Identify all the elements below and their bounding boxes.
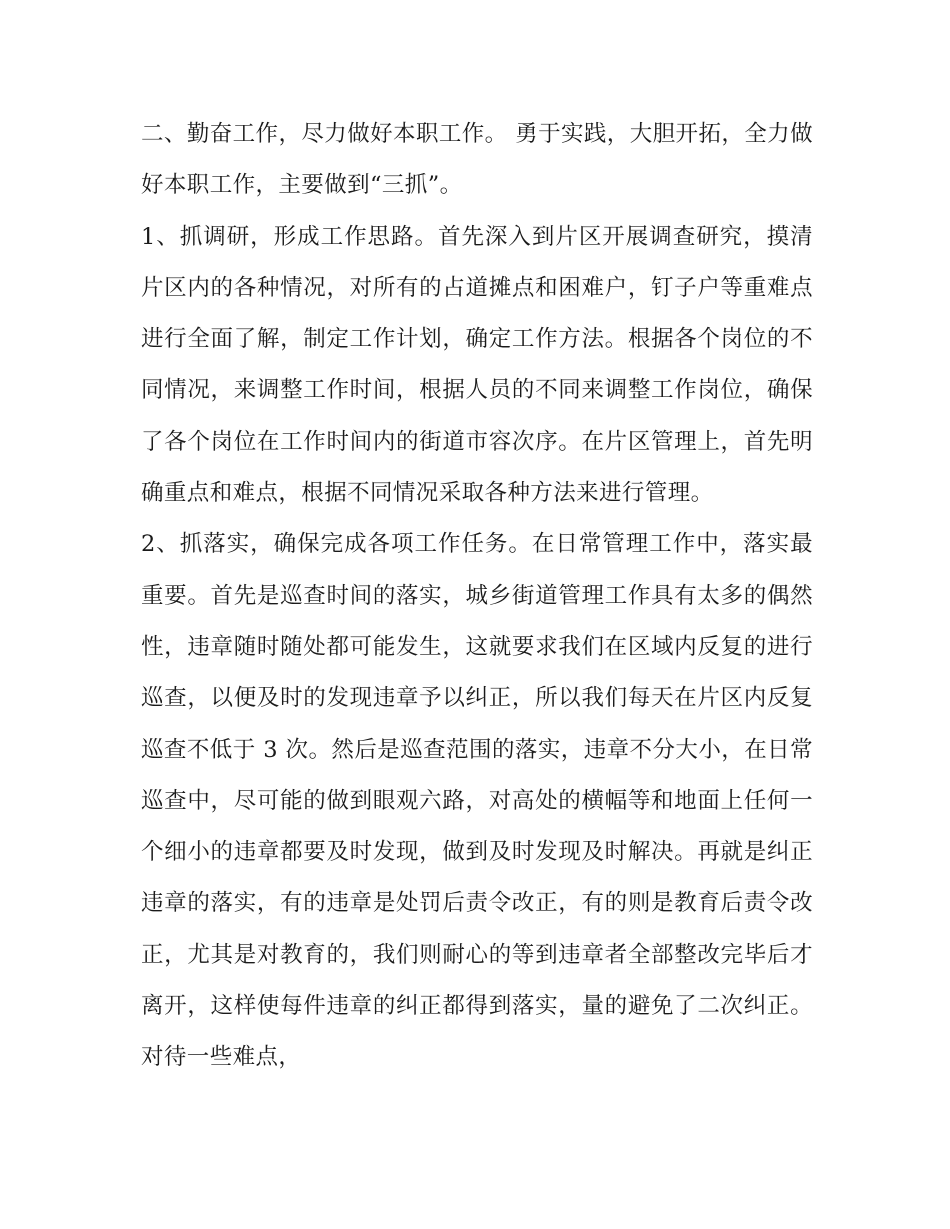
point-one-paragraph: 1、抓调研，形成工作思路。首先深入到片区开展调查研究，摸清片区内的各种情况，对所有的占道摊点和困难户，钉子户等重难点进行全面了解，制定工作计划，确定工作方法。根据各个岗位的不同情况，来调整工作时间，根据人员的不同来调整工作岗位，确保了各个岗位在工作时间内的街道市容次序。在片区管理上，首先明确重点和难点，根据不同情况采取各种方法来进行管理。: [141, 223, 813, 507]
point-two-paragraph: 2、抓落实，确保完成各项工作任务。在日常管理工作中，落实最重要。首先是巡查时间的落实，城乡街道管理工作具有太多的偶然性，违章随时随处都可能发生，这就要求我们在区域内反复的进行巡查，以便及时的发现违章予以纠正，所以我们每天在片区内反复巡查不低于 3 次。然后是巡查范围的落实，违章不分大小，在日常巡查中，尽可能的做到眼观六路，对高处的横幅等和地面上任何一个细小的违章都要及时发现，做到及时发现及时解决。再就是纠正违章的落实，有的违章是处罚后责令改正，有的则是教育后责令改正，尤其是对教育的，我们则耐心的等到违章者全部整改完毕后才离开，这样使每件违章的纠正都得到落实，量的避免了二次纠正。对待一些难点，: [141, 531, 813, 1071]
section-two-heading-paragraph: 二、勤奋工作，尽力做好本职工作。 勇于实践，大胆开拓，全力做好本职工作，主要做到“三抓”。: [141, 121, 813, 199]
document-body: [141, 109, 813, 1084]
